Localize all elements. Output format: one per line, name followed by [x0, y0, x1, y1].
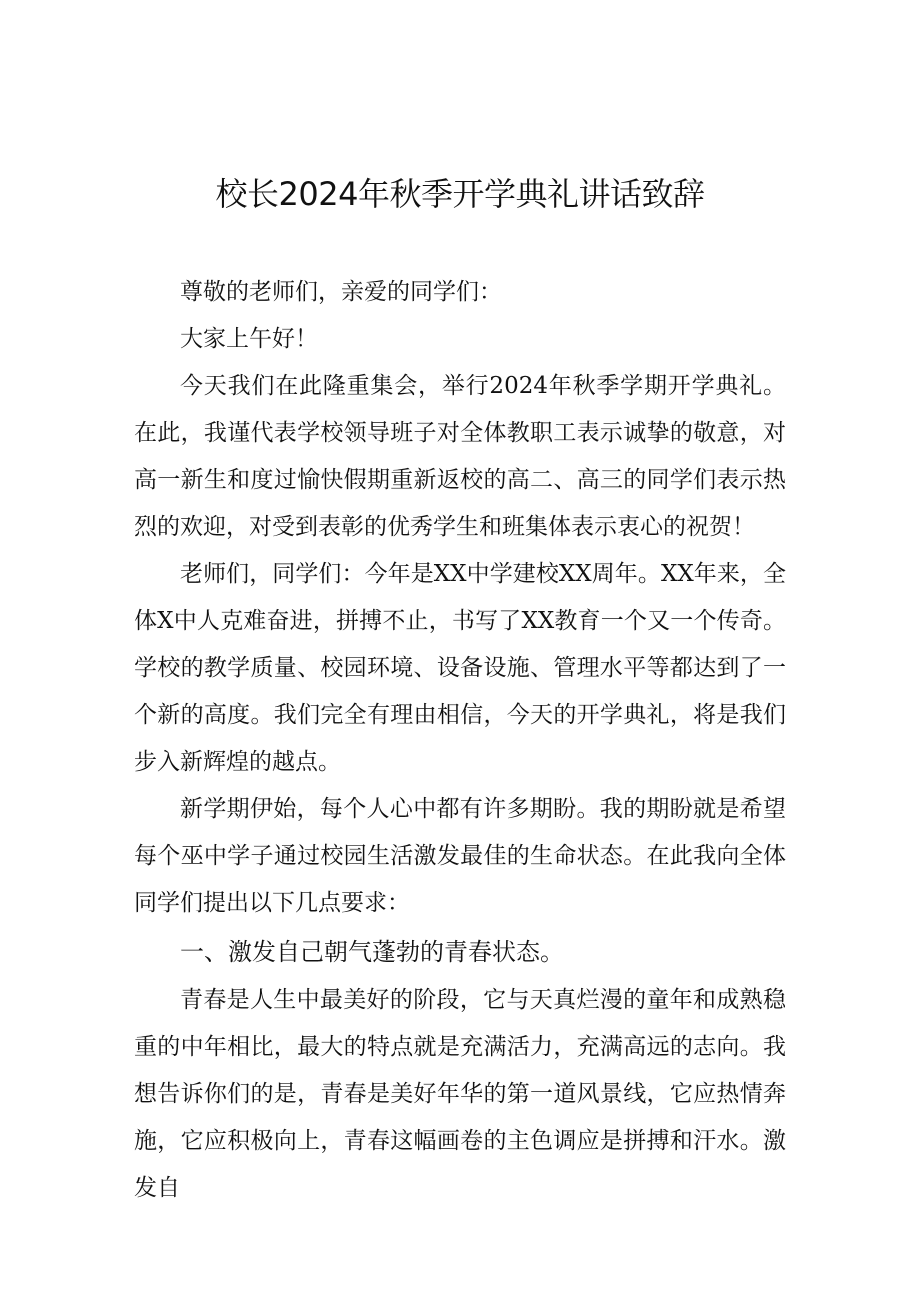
section-paragraph: 青春是人生中最美好的阶段，它与天真烂漫的童年和成熟稳重的中年相比，最大的特点就是充满活力，充满高远的志向。我想告诉你们的是，青春是美好年华的第一道风景线，它应热情奔施，它应积极向上，青春这幅画卷的主色调应是拼搏和汗水。激发自: [134, 987, 786, 1201]
body-paragraph-2: 老师们，同学们：今年是XX中学建校XX周年。XX年来，全体X中人克难奋进，拼搏不止，书写了XX教育一个又一个传奇。学校的教学质量、校园环境、设备设施、管理水平等都达到了一个新的高度。我们完全有理由相信，今天的开学典礼，将是我们步入新辉煌的越点。: [134, 561, 786, 775]
body-paragraph-1: 今天我们在此隆重集会，举行2024年秋季学期开学典礼。在此，我谨代表学校领导班子对全体教职工表示诚挚的敬意，对高一新生和度过愉快假期重新返校的高二、高三的同学们表示热烈的欢迎，对受到表彰的优秀学生和班集体表示衷心的祝贺！: [134, 373, 786, 540]
document-title: 校长2024年秋季开学典礼讲话致辞: [215, 175, 705, 213]
body-paragraph-3: 新学期伊始，每个人心中都有许多期盼。我的期盼就是希望每个巫中学子通过校园生活激发最佳的生命状态。在此我向全体同学们提出以下几点要求：: [134, 796, 786, 916]
salutation: 尊敬的老师们，亲爱的同学们：: [180, 279, 502, 305]
document-body: [134, 269, 786, 1212]
section-heading: 一、激发自己朝气蓬勃的青春状态。: [180, 938, 564, 966]
greeting: 大家上午好！: [180, 326, 318, 352]
